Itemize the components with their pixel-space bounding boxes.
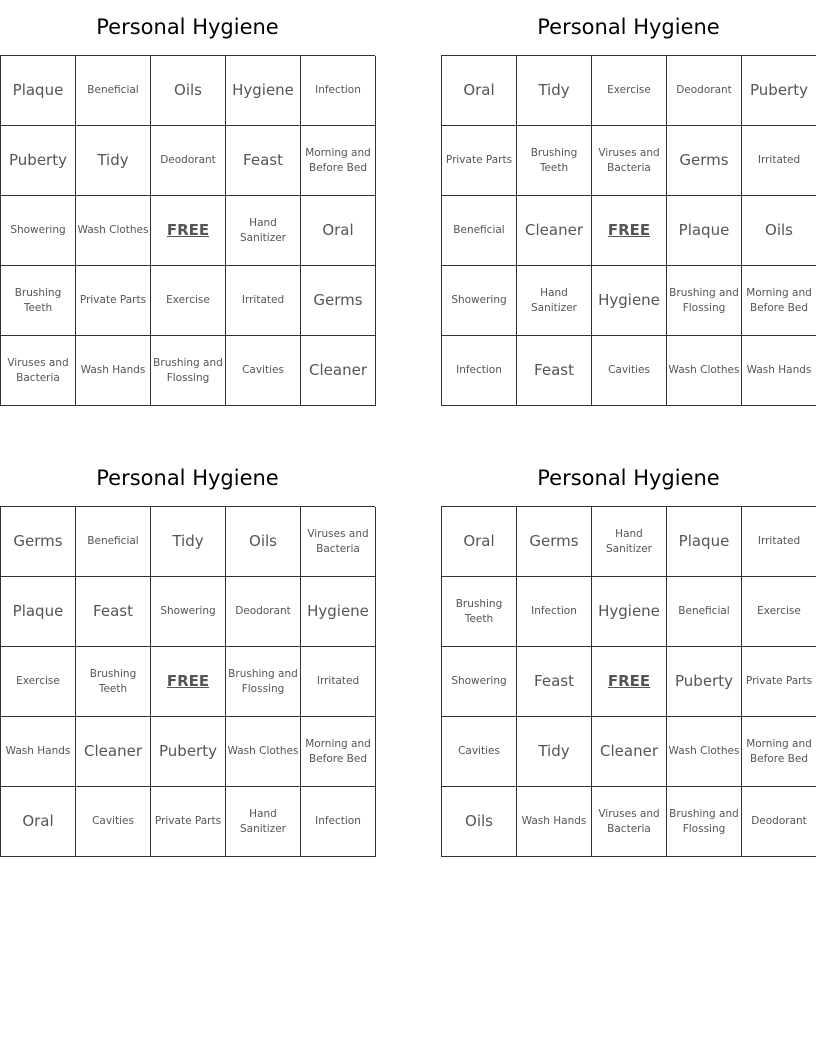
card-title: Personal Hygiene	[537, 15, 720, 39]
bingo-cell: Brushing and Flossing	[226, 647, 301, 717]
bingo-cell: Viruses and Bacteria	[301, 507, 376, 577]
free-space-cell: FREE	[151, 647, 226, 717]
bingo-cell: Brushing and Flossing	[667, 787, 742, 857]
bingo-cell: Private Parts	[742, 647, 816, 717]
bingo-cell: Cleaner	[592, 717, 667, 787]
bingo-cell: Infection	[301, 787, 376, 857]
bingo-cell: Cavities	[442, 717, 517, 787]
bingo-cell: Deodorant	[742, 787, 816, 857]
bingo-cell: Infection	[517, 577, 592, 647]
bingo-cell: Oils	[151, 56, 226, 126]
bingo-cell: Wash Clothes	[667, 336, 742, 406]
bingo-cell: Viruses and Bacteria	[592, 787, 667, 857]
card-title: Personal Hygiene	[96, 15, 279, 39]
bingo-cell: Tidy	[517, 717, 592, 787]
bingo-cell: Oral	[1, 787, 76, 857]
bingo-cell: Hand Sanitizer	[226, 787, 301, 857]
bingo-cell: Exercise	[1, 647, 76, 717]
free-space-cell: FREE	[592, 196, 667, 266]
bingo-card-4	[441, 451, 816, 857]
bingo-cell: Private Parts	[76, 266, 151, 336]
bingo-cell: Germs	[667, 126, 742, 196]
bingo-cell: Wash Clothes	[76, 196, 151, 266]
bingo-grid	[0, 506, 375, 857]
card-title: Personal Hygiene	[537, 466, 720, 490]
bingo-grid	[0, 55, 375, 406]
free-space-cell: FREE	[151, 196, 226, 266]
bingo-cell: Cavities	[592, 336, 667, 406]
bingo-cell: Beneficial	[442, 196, 517, 266]
bingo-cell: Brushing Teeth	[76, 647, 151, 717]
bingo-cell: Feast	[226, 126, 301, 196]
bingo-cell: Brushing Teeth	[1, 266, 76, 336]
bingo-cell: Showering	[442, 266, 517, 336]
bingo-grid	[441, 55, 816, 406]
bingo-cell: Puberty	[151, 717, 226, 787]
bingo-cell: Viruses and Bacteria	[592, 126, 667, 196]
bingo-cell: Cavities	[76, 787, 151, 857]
bingo-cell: Wash Clothes	[667, 717, 742, 787]
bingo-cell: Showering	[1, 196, 76, 266]
bingo-cell: Deodorant	[151, 126, 226, 196]
bingo-cell: Morning and Before Bed	[301, 717, 376, 787]
bingo-cell: Brushing Teeth	[442, 577, 517, 647]
bingo-cell: Puberty	[667, 647, 742, 717]
bingo-cell: Tidy	[76, 126, 151, 196]
bingo-card-1	[0, 0, 375, 406]
bingo-cell: Deodorant	[226, 577, 301, 647]
bingo-card-3	[0, 451, 375, 857]
bingo-cell: Oils	[442, 787, 517, 857]
bingo-cell: Hygiene	[226, 56, 301, 126]
bingo-cell: Feast	[517, 336, 592, 406]
bingo-cell: Beneficial	[76, 507, 151, 577]
bingo-cell: Hygiene	[301, 577, 376, 647]
bingo-cell: Puberty	[1, 126, 76, 196]
bingo-cell: Deodorant	[667, 56, 742, 126]
bingo-cell: Brushing Teeth	[517, 126, 592, 196]
bingo-cell: Private Parts	[151, 787, 226, 857]
bingo-grid	[441, 506, 816, 857]
bingo-cell: Irritated	[301, 647, 376, 717]
bingo-cell: Showering	[151, 577, 226, 647]
bingo-cell: Plaque	[1, 56, 76, 126]
bingo-card-2	[441, 0, 816, 406]
bingo-cell: Cavities	[226, 336, 301, 406]
bingo-cell: Feast	[517, 647, 592, 717]
bingo-cell: Wash Hands	[742, 336, 816, 406]
bingo-cell: Infection	[301, 56, 376, 126]
bingo-cell: Hygiene	[592, 577, 667, 647]
bingo-cell: Wash Hands	[517, 787, 592, 857]
bingo-cell: Wash Clothes	[226, 717, 301, 787]
bingo-cell: Cleaner	[301, 336, 376, 406]
bingo-cell: Puberty	[742, 56, 816, 126]
bingo-cell: Showering	[442, 647, 517, 717]
bingo-cell: Oral	[442, 507, 517, 577]
card-title: Personal Hygiene	[96, 466, 279, 490]
bingo-cell: Infection	[442, 336, 517, 406]
bingo-cell: Feast	[76, 577, 151, 647]
bingo-cell: Oral	[301, 196, 376, 266]
bingo-cell: Oral	[442, 56, 517, 126]
bingo-cell: Irritated	[742, 507, 816, 577]
bingo-cell: Irritated	[742, 126, 816, 196]
bingo-cell: Exercise	[592, 56, 667, 126]
bingo-cell: Germs	[517, 507, 592, 577]
bingo-cell: Germs	[1, 507, 76, 577]
bingo-cell: Tidy	[517, 56, 592, 126]
bingo-cell: Wash Hands	[1, 717, 76, 787]
bingo-cell: Morning and Before Bed	[301, 126, 376, 196]
bingo-cell: Viruses and Bacteria	[1, 336, 76, 406]
bingo-cell: Exercise	[151, 266, 226, 336]
bingo-cell: Beneficial	[667, 577, 742, 647]
bingo-cell: Irritated	[226, 266, 301, 336]
bingo-cell: Brushing and Flossing	[667, 266, 742, 336]
bingo-cell: Oils	[226, 507, 301, 577]
bingo-cell: Brushing and Flossing	[151, 336, 226, 406]
bingo-cell: Hand Sanitizer	[517, 266, 592, 336]
bingo-cell: Wash Hands	[76, 336, 151, 406]
bingo-cell: Hand Sanitizer	[592, 507, 667, 577]
bingo-cell: Plaque	[667, 507, 742, 577]
bingo-cell: Hand Sanitizer	[226, 196, 301, 266]
bingo-cell: Plaque	[1, 577, 76, 647]
bingo-cell: Morning and Before Bed	[742, 717, 816, 787]
bingo-cell: Exercise	[742, 577, 816, 647]
bingo-cell: Germs	[301, 266, 376, 336]
bingo-cell: Tidy	[151, 507, 226, 577]
bingo-cell: Plaque	[667, 196, 742, 266]
bingo-cell: Cleaner	[517, 196, 592, 266]
bingo-cell: Cleaner	[76, 717, 151, 787]
bingo-cell: Morning and Before Bed	[742, 266, 816, 336]
free-space-cell: FREE	[592, 647, 667, 717]
bingo-cell: Oils	[742, 196, 816, 266]
bingo-cell: Hygiene	[592, 266, 667, 336]
bingo-cell: Private Parts	[442, 126, 517, 196]
bingo-cell: Beneficial	[76, 56, 151, 126]
